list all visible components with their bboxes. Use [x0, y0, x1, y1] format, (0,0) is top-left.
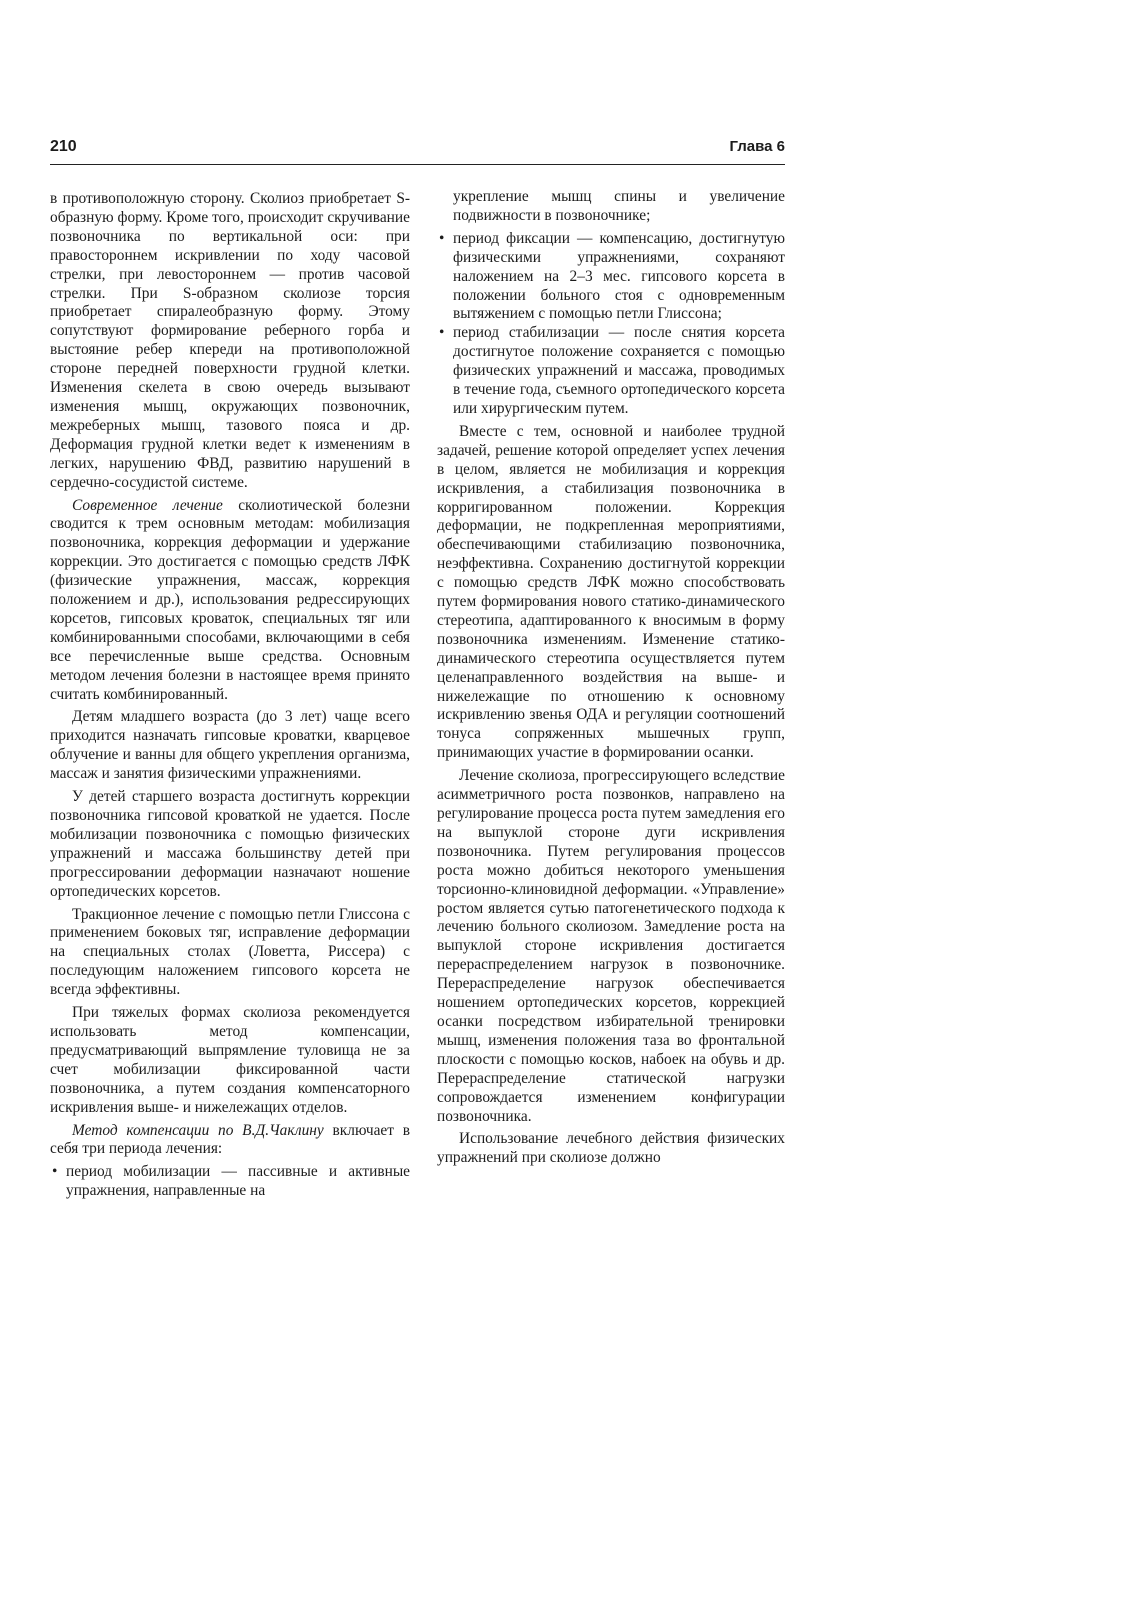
paragraph-text: включает в себя три периода лечения:: [50, 1121, 410, 1158]
italic-term: Метод компенсации по В.Д.Чаклину: [72, 1121, 324, 1139]
paragraph: Использование лечебного действия физических упражнений при сколиозе должно: [437, 1130, 785, 1167]
list-item-continuation: укрепление мышц спины и увеличение подвижности в позвоночнике;: [453, 188, 785, 224]
chapter-title: Глава 6: [729, 138, 785, 155]
right-column: [437, 188, 785, 1172]
left-column: [50, 190, 410, 1205]
paragraph-text: сколиотической болезни сводится к трем основным методам: мобилизация позвоночника, коррекция деформации и удержание коррекции. Это достигается с помощью средств ЛФК (физические упражнения, массаж, коррекция положением и др.), использования редрессирующих корсетов, гипсовых кроваток, специальных тяг или комбинированными способами, включающими в себя все перечисленные выше средства. Основным методом лечения болезни в настоящее время принято считать комбинированный.: [50, 496, 411, 703]
paragraph: У детей старшего возраста достигнуть коррекции позвоночника гипсовой кроваткой не удается. После мобилизации позвоночника с помощью физических упражнений и массажа большинству детей при прогрессировании деформации назначают ношение ортопедических корсетов.: [50, 788, 410, 900]
page-header: [50, 138, 785, 165]
list-item: • период мобилизации — пассивные и активные упражнения, направленные на: [50, 1163, 410, 1201]
list-item: • период стабилизации — после снятия корсета достигнутое положение сохраняется с помощью физических упражнений и массажа, проводимых в течение года, съемного ортопедического корсета или хирургическим путем.: [437, 324, 785, 419]
paragraph: Вместе с тем, основной и наиболее трудной задачей, решение которой определяет успех лечения в целом, является не мобилизация и коррекция искривления, а стабилизация позвоночника в корригированном положении. Коррекция деформации, не подкрепленная мероприятиями, обеспечивающими стабилизацию позвоночника, неэффективна. Сохранению достигнутой коррекции с помощью средств ЛФК можно способствовать путем формирования нового статико-динамического стереотипа, адаптированного к вносимым в форму позвоночника изменениям. Изменение статико-динамического стереотипа осуществляется путем целенаправленного воздействия на выше- и нижележащие по отношению к основному искривлению звенья ОДА и регуляции соотношений тонуса сопряженных мышечных групп, принимающих участие в формировании осанки.: [437, 422, 785, 762]
paragraph: в противоположную сторону. Сколиоз приобретает S-образную форму. Кроме того, происходит скручивание позвоночника по вертикальной оси: при правостороннем искривлении по ходу часовой стрелки, при левостороннем — против часовой стрелки. При S-образном сколиозе торсия приобретает спиралеобразную форму. Этому сопутствуют формирование реберного горба и выстояние ребер кпереди на противоположной стороне передней поверхности грудной клетки. Изменения скелета в свою очередь вызывают изменения мышц, окружающих позвоночник, межреберных мышц, тазового пояса и др. Деформация грудной клетки ведет к изменениям в легких, нарушению ФВД, развитию нарушений в сердечно-сосудистой системе.: [50, 190, 410, 491]
bullet-list: [50, 1163, 410, 1201]
italic-term: Современное лечение: [72, 496, 223, 514]
paragraph: Детям младшего возраста (до 3 лет) чаще всего приходится назначать гипсовые кроватки, кварцевое облучение и ванны для общего укрепления организма, массаж и занятия физическими упражнениями.: [50, 708, 410, 783]
paragraph: При тяжелых формах сколиоза рекомендуется использовать метод компенсации, предусматривающий выпрямление туловища не за счет мобилизации фиксированной части позвоночника, а путем создания компенсаторного искривления выше- и нижележащих отделов.: [50, 1004, 410, 1116]
list-item: • период фиксации — компенсацию, достигнутую физическими упражнениями, сохраняют наложением на 2–3 мес. гипсового корсета в положении больного стоя с одновременным вытяжением с помощью петли Глиссона;: [437, 230, 785, 325]
paragraph: [50, 1122, 410, 1160]
paragraph: Лечение сколиоза, прогрессирующего вследствие асимметричного роста позвонков, направлено на регулирование процесса роста путем замедления его на выпуклой стороне дуги искривления позвоночника. Путем регулирования процессов роста можно добиться некоторого уменьшения торсионно-клиновидной деформации. «Управление» ростом является сутью патогенетического подхода к лечению больного сколиозом. Замедление роста на выпуклой стороне искривления достигается перераспределением нагрузок в позвоночнике. Перераспределение нагрузок обеспечивается ношением ортопедических корсетов, коррекцией осанки посредством избирательной тренировки мышц, изменения положения таза во фронтальной плоскости с помощью косков, набоек на обувь и др. Перераспределение статической нагрузки сопровождается изменением конфигурации позвоночника.: [437, 767, 785, 1125]
page-number: 210: [50, 138, 77, 155]
bullet-list: [437, 230, 785, 419]
paragraph: Тракционное лечение с помощью петли Глиссона с применением боковых тяг, исправление деформации на специальных столах (Ловетта, Риссера) с последующим наложением гипсового корсета не всегда эффективны.: [50, 905, 410, 999]
paragraph: [50, 497, 410, 705]
